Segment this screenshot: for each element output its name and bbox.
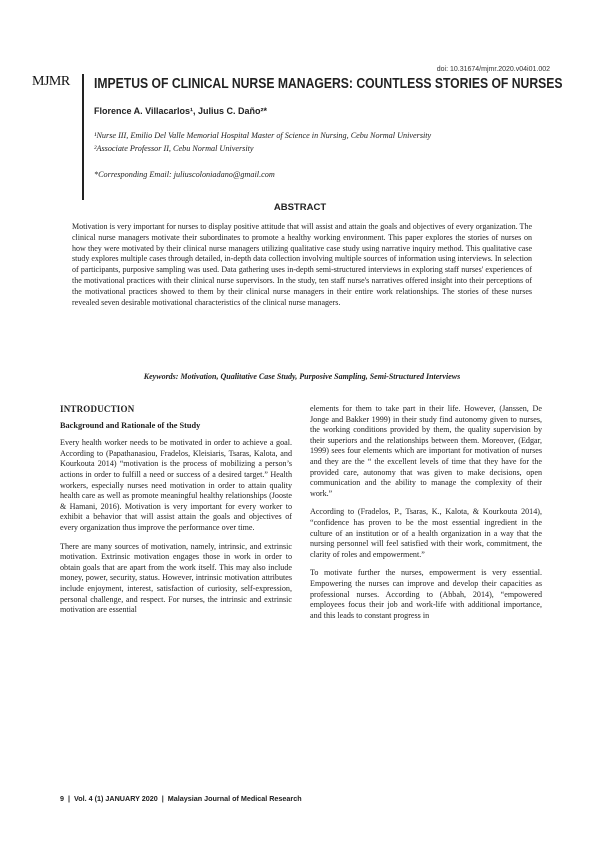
paragraph: There are many sources of motivation, namely, intrinsic, and extrinsic motivation. Extrinsic motivation engages those in work in order to obtain goals that are apart from the work itself. This may also include money, power, security, status. However, intrinsic motivation attributes include enjoyment, interest, satisfaction of curiosity, self-expression, personal challenge, and respect. For nurses, the intrinsic and extrinsic motivation are essential bbox=[60, 541, 292, 615]
paragraph: elements for them to take part in their life. However, (Janssen, De Jonge and Bakker 1999) in their study find autonomy given to nurses, the working conditions provided by them, the quality supervision by their superiors and the relationships between them. Moreover, (Edgar, 1999) sees four elements which are important for motivation of nurses and they are the “ the excellent levels of time that they have for the provided care, autonomy that was given to make decisions, open communication and the ability to manage the complexity of their work.” bbox=[310, 404, 542, 498]
affiliation-1: ¹Nurse III, Emilio Del Valle Memorial Hospital Master of Science in Nursing, Cebu Normal University bbox=[94, 131, 432, 140]
journal-logo: MJMR bbox=[32, 74, 70, 89]
journal-name: Malaysian Journal of Medical Research bbox=[167, 794, 302, 803]
section-heading: INTRODUCTION bbox=[60, 404, 135, 414]
paragraph: Every health worker needs to be motivated in order to achieve a goal. According to (Papathanasiou, Fradelos, Kleisiaris, Tsaras, Kalota, and Kourkouta 2014) “motivation is the process of mobilizing a person’s actions in order to fulfill a need or success of a desired target.” Health workers, especially nurses need motivation in order to attain quality health care as well as promote meaningful healthy relationships (Jooste & Hamani, 2016). Motivation is very important for every worker to exhibit a behavior that will assist attain the goals and objectives of every organization thus improve the performance over time. bbox=[60, 438, 292, 532]
doi-text: doi: 10.31674/mjmr.2020.v04i01.002 bbox=[436, 66, 550, 73]
paragraph: According to (Fradelos, P., Tsaras, K., Kalota, & Kourkouta 2014), “confidence has proven to be the most essential ingredient in the culture of an institution or of a health organization in a way that the nursing personnel will feel satisfied with their work, commitment, the clarity of roles and empowerment.” bbox=[310, 507, 542, 559]
paper-title: IMPETUS OF CLINICAL NURSE MANAGERS: COUNTLESS STORIES OF NURSES bbox=[94, 76, 563, 92]
volume-info: Vol. 4 (1) JANUARY 2020 bbox=[74, 794, 158, 803]
authors: Florence A. Villacarlos¹, Julius C. Daño²* bbox=[94, 106, 268, 116]
footer-separator: | bbox=[68, 794, 71, 803]
page-number: 9 bbox=[60, 794, 64, 803]
page-footer bbox=[60, 794, 302, 803]
footer-separator: | bbox=[161, 794, 164, 803]
keywords: Keywords: Motivation, Qualitative Case Study, Purposive Sampling, Semi-Structured Interviews bbox=[143, 372, 461, 381]
abstract-body: Motivation is very important for nurses to display positive attitude that will assist and attain the goals and objectives of every organization. The clinical nurse managers motivate their subordinates to promote a healthy working environment. This paper explores the stories of nurses on how they were motivated by their clinical nurse managers utilizing qualitative case study using narrative inquiry method. This qualitative case study explores multiple cases through detailed, in-depth data collection involving multiple sources of information using interviews. In selection of participants, purposive sampling was used. Data gathering uses in-depth semi-structured interviews in exploring staff nurses' experiences of the motivational practices with their clinical nurse supervisors. In the study, ten staff nurse's narratives offered insight into their perceptions of the motivational practices showed to them by their clinical nurse managers in their entire work relationships. The stories of these nurses revealed seven desirable motivational characteristics of the clinical nurse managers. bbox=[72, 222, 532, 307]
title-divider bbox=[82, 74, 84, 200]
paragraph: To motivate further the nurses, empowerment is very essential. Empowering the nurses can improve and develop their capacities as professional nurses. According to (Abbah, 2014), “empowered employees focus their job and work-life with additional importance, and this leads to constant progress in bbox=[310, 568, 542, 620]
affiliation-2: ²Associate Professor II, Cebu Normal University bbox=[94, 144, 254, 153]
abstract-heading: ABSTRACT bbox=[273, 202, 327, 213]
left-column bbox=[60, 404, 292, 624]
subsection-heading: Background and Rationale of the Study bbox=[60, 420, 201, 430]
right-column bbox=[310, 404, 542, 629]
corresponding-email: *Corresponding Email: juliuscoloniadano@gmail.com bbox=[94, 170, 275, 179]
